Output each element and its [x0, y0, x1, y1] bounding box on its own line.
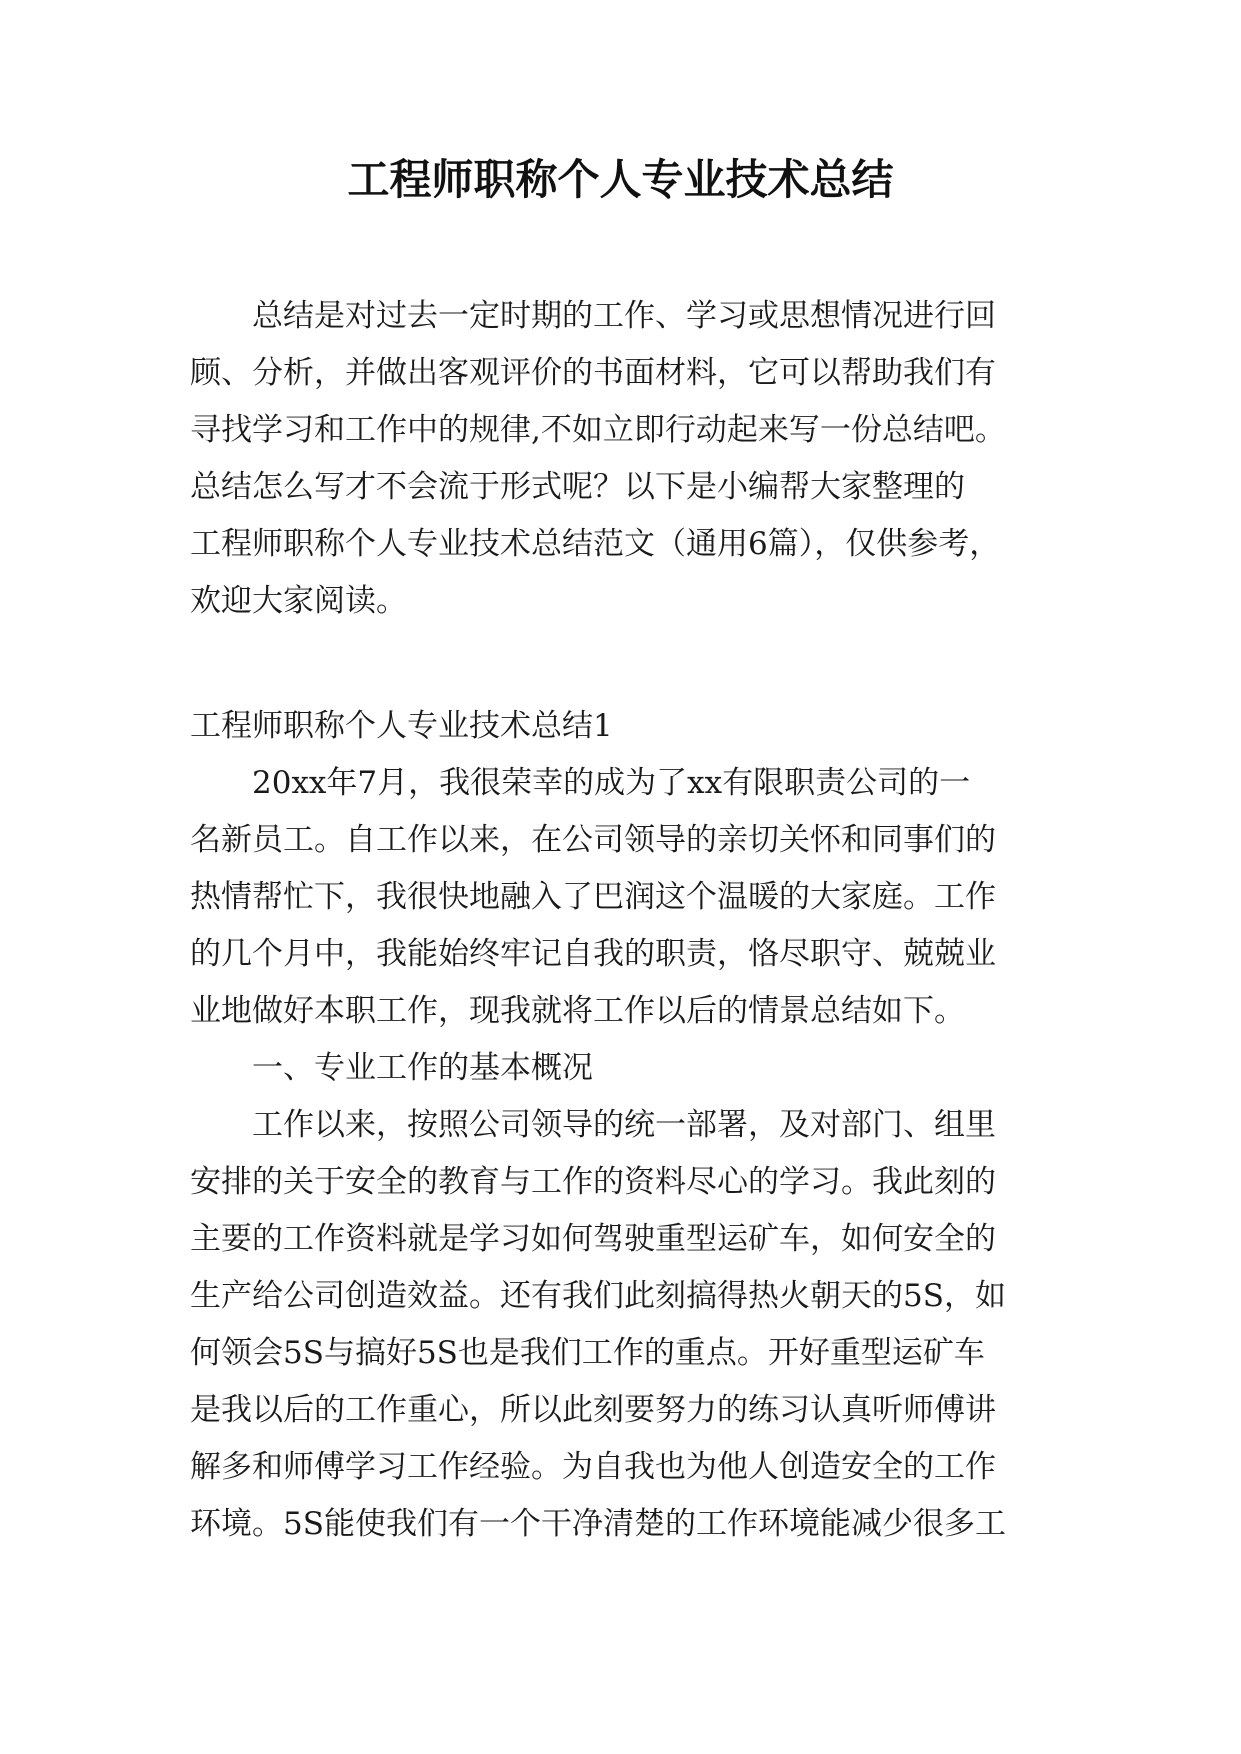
section-body [190, 755, 1070, 1553]
body-line: 热情帮忙下，我很快地融入了巴润这个温暖的大家庭。工作 [190, 879, 996, 915]
intro-line: 总结怎么写才不会流于形式呢？以下是小编帮大家整理的 [190, 469, 965, 505]
body-line: 20xx年7月，我很荣幸的成为了xx有限职责公司的一 [190, 765, 971, 801]
body-line: 解多和师傅学习工作经验。为自我也为他人创造安全的工作 [190, 1449, 996, 1485]
body-line: 的几个月中，我能始终牢记自我的职责，恪尽职守、兢兢业 [190, 936, 996, 972]
subheading-line: 一、专业工作的基本概况 [190, 1050, 593, 1086]
body-line: 环境。5S能使我们有一个干净清楚的工作环境能减少很多工 [190, 1506, 1006, 1542]
intro-paragraph [190, 288, 1070, 630]
intro-line: 顾、分析，并做出客观评价的书面材料，它可以帮助我们有 [190, 355, 996, 391]
section-heading: 工程师职称个人专业技术总结1 [190, 708, 613, 744]
intro-line: 欢迎大家阅读。 [190, 583, 407, 619]
body-line: 业地做好本职工作，现我就将工作以后的情景总结如下。 [190, 993, 965, 1029]
intro-line: 总结是对过去一定时期的工作、学习或思想情况进行回 [190, 298, 996, 334]
body-line: 何领会5S与搞好5S也是我们工作的重点。开好重型运矿车 [190, 1335, 985, 1371]
body-line: 生产给公司创造效益。还有我们此刻搞得热火朝天的5S，如 [190, 1278, 1006, 1314]
body-line: 安排的关于安全的教育与工作的资料尽心的学习。我此刻的 [190, 1164, 996, 1200]
body-line: 主要的工作资料就是学习如何驾驶重型运矿车，如何安全的 [190, 1221, 996, 1257]
body-line: 名新员工。自工作以来，在公司领导的亲切关怀和同事们的 [190, 822, 996, 858]
body-line: 是我以后的工作重心，所以此刻要努力的练习认真听师傅讲 [190, 1392, 996, 1428]
body-line: 工作以来，按照公司领导的统一部署，及对部门、组里 [190, 1107, 996, 1143]
document-title: 工程师职称个人专业技术总结 [347, 155, 894, 204]
intro-line: 工程师职称个人专业技术总结范文（通用6篇），仅供参考， [190, 526, 1001, 562]
intro-line: 寻找学习和工作中的规律,不如立即行动起来写一份总结吧。 [190, 412, 1006, 448]
